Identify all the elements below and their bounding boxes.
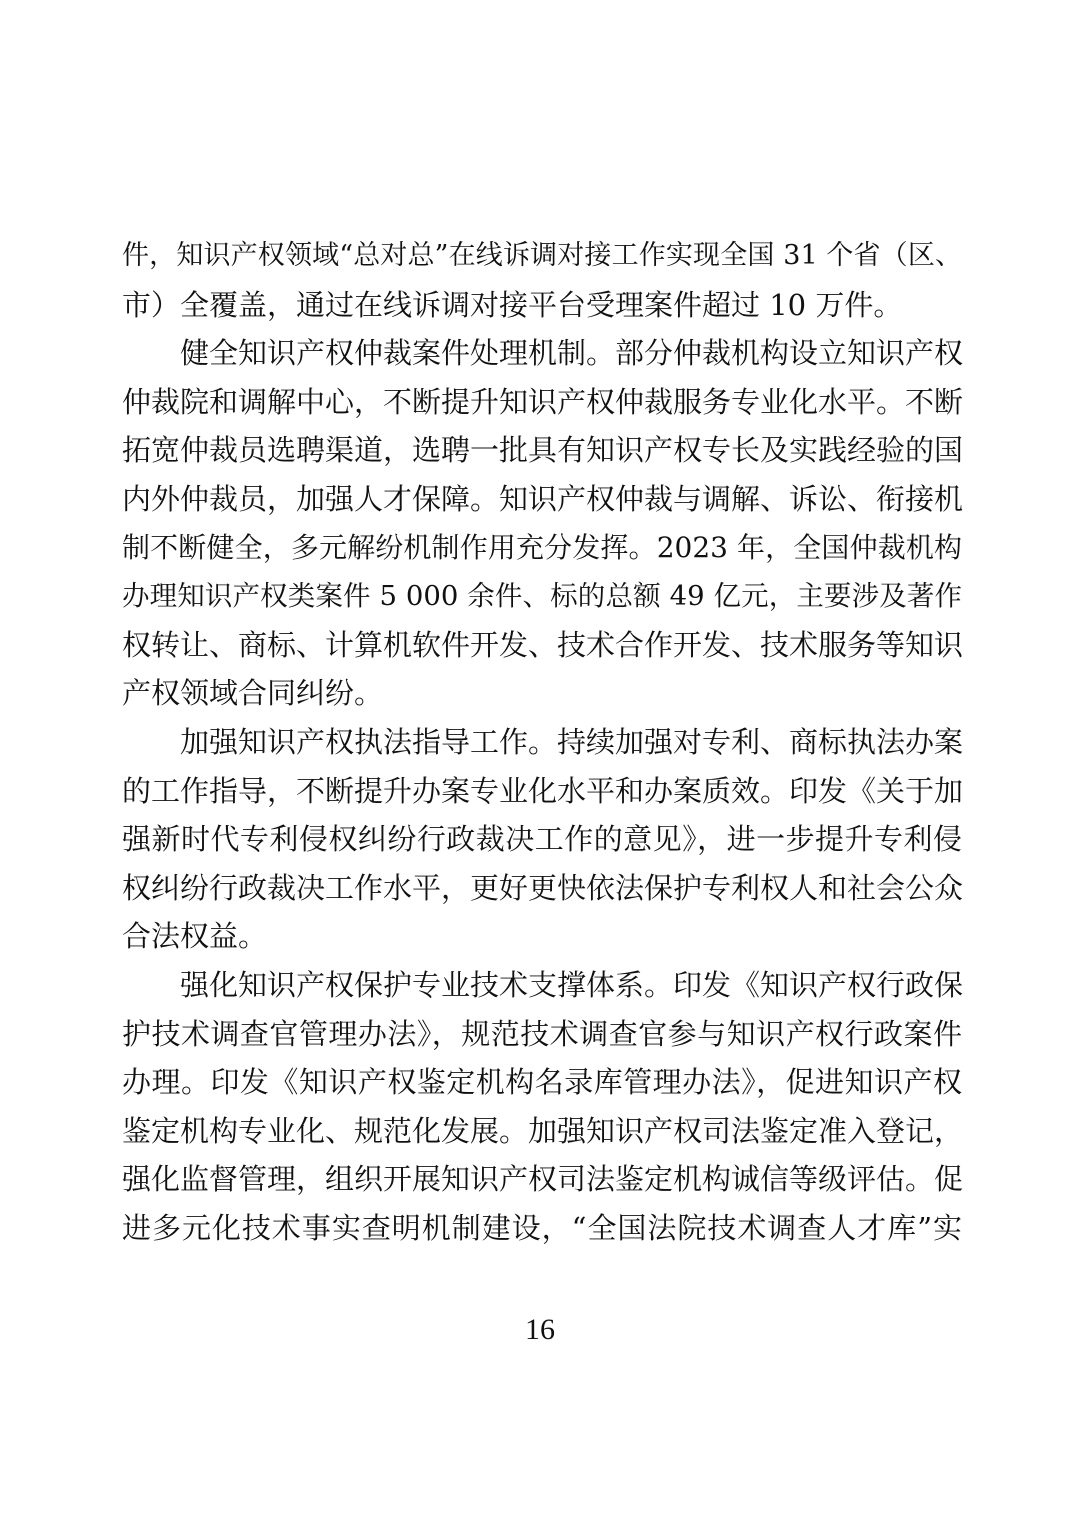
body-text	[122, 232, 962, 1252]
text-line: 的工作指导，不断提升办案专业化水平和办案质效。印发《关于加	[122, 773, 964, 808]
text-line: 办理知识产权类案件 5 000 余件、标的总额 49 亿元，主要涉及著作	[122, 580, 962, 613]
page-number: 16	[525, 1313, 555, 1346]
text-line: 制不断健全，多元解纷机制作用充分发挥。2023 年，全国仲裁机构	[122, 530, 962, 564]
text-line: 内外仲裁员，加强人才保障。知识产权仲裁与调解、诉讼、衔接机	[122, 481, 964, 516]
text-line: 权纠纷行政裁决工作水平，更好更快依法保护专利权人和社会公众	[122, 870, 964, 905]
text-line: 加强知识产权执法指导工作。持续加强对专利、商标执法办案	[180, 724, 964, 759]
text-line: 权转让、商标、计算机软件开发、技术合作开发、技术服务等知识	[122, 627, 964, 662]
text-line: 拓宽仲裁员选聘渠道，选聘一批具有知识产权专长及实践经验的国	[122, 433, 964, 468]
text-line: 仲裁院和调解中心，不断提升知识产权仲裁服务专业化水平。不断	[122, 384, 964, 419]
text-line: 强化知识产权保护专业技术支撑体系。印发《知识产权行政保	[180, 967, 964, 1002]
text-line: 办理。印发《知识产权鉴定机构名录库管理办法》，促进知识产权	[122, 1065, 962, 1100]
text-line: 市）全覆盖，通过在线诉调对接平台受理案件超过 10 万件。	[122, 287, 903, 322]
text-line: 护技术调查官管理办法》，规范技术调查官参与知识产权行政案件	[122, 1016, 962, 1051]
text-line: 件，知识产权领域“总对总”在线诉调对接工作实现全国 31 个省（区、	[122, 240, 962, 271]
text-line: 产权领域合同纠纷。	[122, 676, 384, 711]
text-line: 进多元化技术事实查明机制建设，“全国法院技术调查人才库”实	[122, 1210, 962, 1245]
text-line: 健全知识产权仲裁案件处理机制。部分仲裁机构设立知识产权	[180, 336, 964, 371]
text-line: 强新时代专利侵权纠纷行政裁决工作的意见》，进一步提升专利侵	[122, 822, 962, 857]
text-line: 合法权益。	[122, 919, 268, 954]
text-line: 鉴定机构专业化、规范化发展。加强知识产权司法鉴定准入登记，	[122, 1113, 964, 1148]
text-line: 强化监督管理，组织开展知识产权司法鉴定机构诚信等级评估。促	[122, 1162, 964, 1197]
